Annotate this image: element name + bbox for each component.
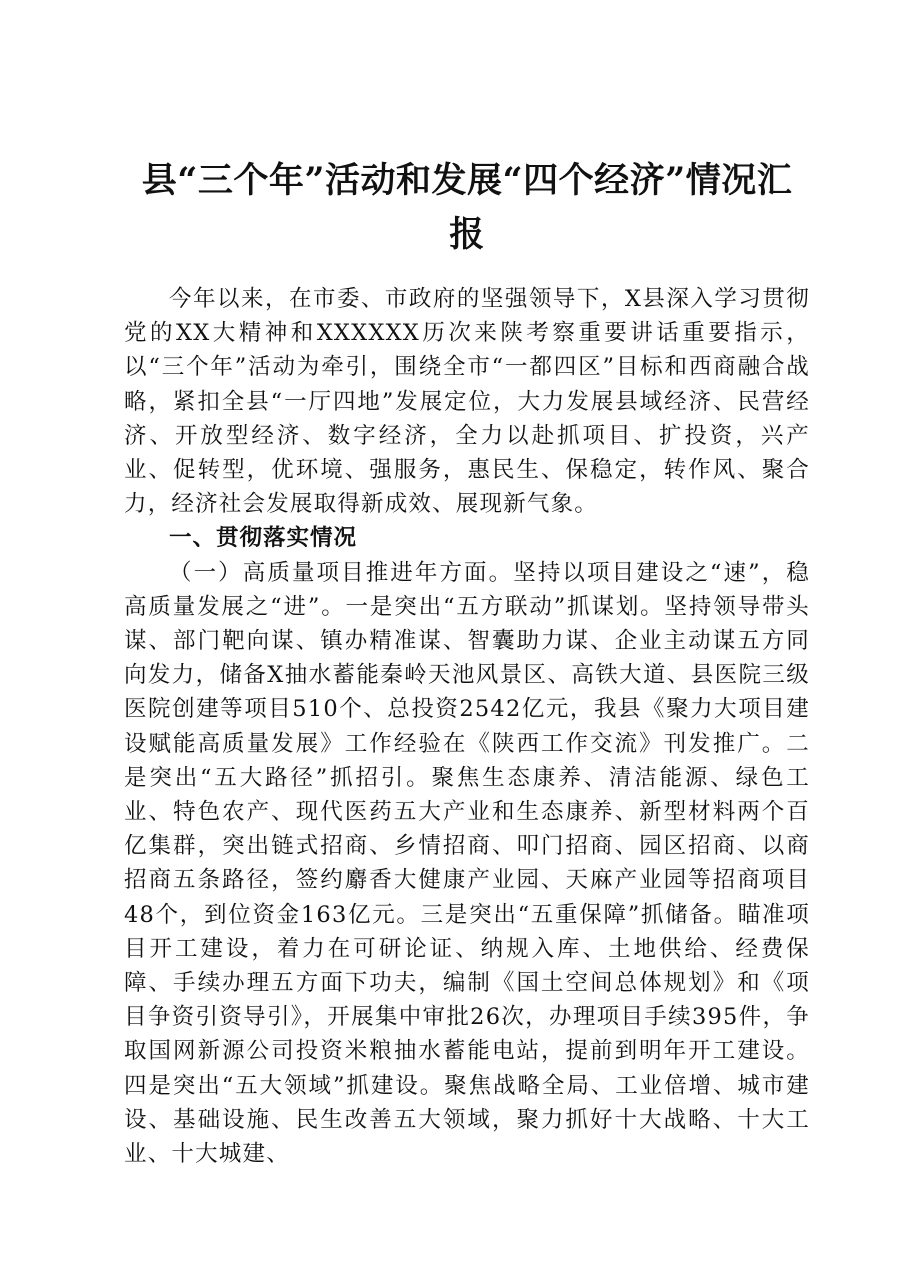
intro-paragraph: 今年以来，在市委、市政府的坚强领导下，X县深入学习贯彻党的XX大精神和XXXXXX历次来陕考察重要讲话重要指示，以“三个年”活动为牵引，围绕全市“一都四区”目标和西商融合战略，紧扣全县“一厅四地”发展定位，大力发展县域经济、民营经济、开放型经济、数字经济，全力以赴抓项目、扩投资，兴产业、促转型，优环境、强服务，惠民生、保稳定，转作风、聚合力，经济社会发展取得新成效、展现新气象。	[124, 286, 810, 518]
section-paragraph: （一）高质量项目推进年方面。坚持以项目建设之“速”，稳高质量发展之“进”。一是突出“五方联动”抓谋划。坚持领导带头谋、部门靶向谋、镇办精准谋、智囊助力谋、企业主动谋五方同向发力，储备X抽水蓄能秦岭天池风景区、高铁大道、县医院三级医院创建等项目510个、总投资2542亿元，我县《聚力大项目建设赋能高质量发展》工作经验在《陕西工作交流》刊发推广。二是突出“五大路径”抓招引。聚焦生态康养、清洁能源、绿色工业、特色农产、现代医药五大产业和生态康养、新型材料两个百亿集群，突出链式招商、乡情招商、叩门招商、园区招商、以商招商五条路径，签约麝香大健康产业园、天麻产业园等招商项目48个，到位资金163亿元。三是突出“五重保障”抓储备。瞄准项目开工建设，着力在可研论证、纳规入库、土地供给、经费保障、手续办理五方面下功夫，编制《国土空间总体规划》和《项目争资引资导引》，开展集中审批26次，办理项目手续395件，争取国网新源公司投资米粮抽水蓄能电站，提前到明年开工建设。四是突出“五大领域”抓建设。聚焦战略全局、工业倍增、城市建设、基础设施、民生改善五大领域，聚力抓好十大战略、十大工业、十大城建、	[124, 559, 810, 1168]
document-body	[124, 282, 810, 1171]
section-heading: 一、贯彻落实情况	[169, 525, 358, 552]
document-title: 县“三个年”活动和发展“四个经济”情况汇报	[141, 160, 793, 255]
